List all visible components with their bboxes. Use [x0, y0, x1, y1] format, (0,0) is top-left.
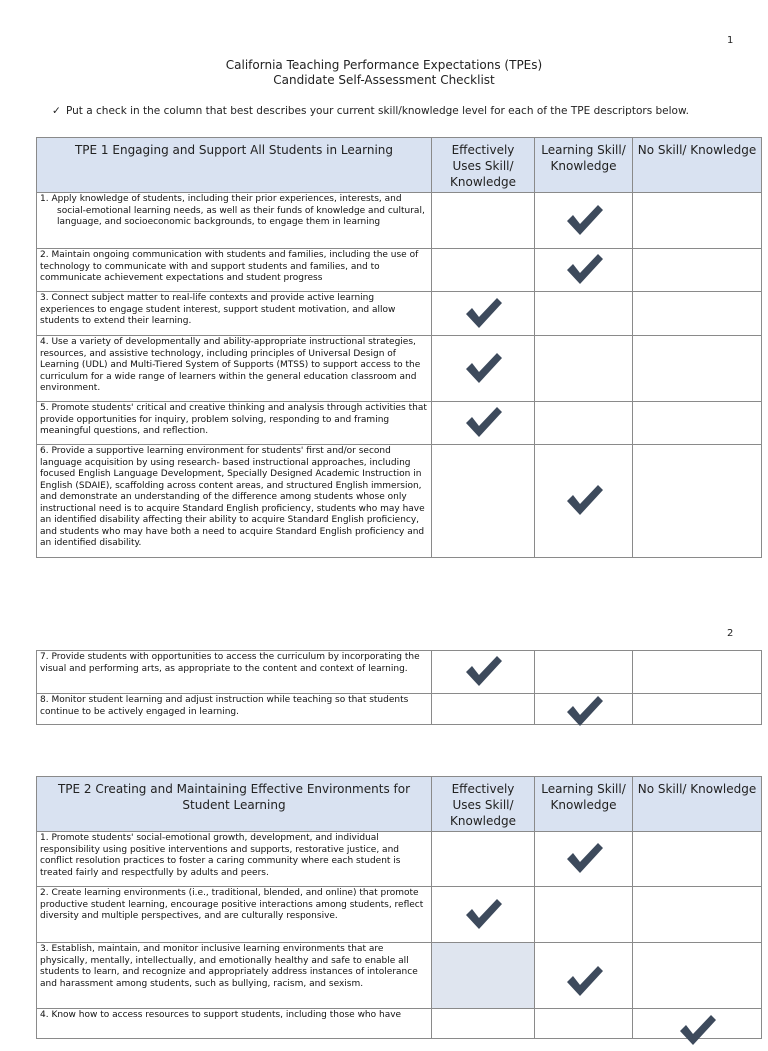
cell-learning[interactable]	[535, 943, 633, 1009]
cell-effective[interactable]	[432, 651, 535, 694]
cell-learning[interactable]	[535, 402, 633, 445]
cell-no-skill[interactable]	[633, 336, 762, 402]
cell-learning[interactable]	[535, 292, 633, 336]
document-title	[0, 58, 768, 88]
table-row	[37, 336, 762, 402]
table-row	[37, 694, 762, 725]
cell-learning[interactable]	[535, 445, 633, 558]
cell-no-skill[interactable]	[633, 292, 762, 336]
column-header-no-skill: No Skill/ Knowledge	[633, 777, 762, 832]
cell-no-skill[interactable]	[633, 832, 762, 887]
table-row	[37, 445, 762, 558]
descriptor-text: 2. Maintain ongoing communication with students and families, including the use of technology to communicate with and support students and families, and to communicate achievement expectations and student progress	[37, 249, 432, 292]
tpe2-table	[36, 776, 762, 1039]
cell-learning[interactable]	[535, 832, 633, 887]
descriptor-text: 2. Create learning environments (i.e., traditional, blended, and online) that promote productive student learning, encourage positive interactions among students, reflect diversity and multiple perspectives, and are culturally responsive.	[37, 887, 432, 943]
descriptor-text: 4. Know how to access resources to support students, including those who have	[37, 1009, 432, 1039]
check-icon	[677, 1011, 717, 1051]
cell-no-skill[interactable]	[633, 193, 762, 249]
cell-effective[interactable]	[432, 292, 535, 336]
cell-effective[interactable]	[432, 336, 535, 402]
descriptor-text: 3. Establish, maintain, and monitor inclusive learning environments that are physically, mentally, intellectually, and emotionally healthy and safe to enable all students to learn, and recognize and appropriately address instances of intolerance and harassment among students, such as bullying, racism, and sexism.	[37, 943, 432, 1009]
cell-effective[interactable]	[432, 402, 535, 445]
table-row	[37, 887, 762, 943]
cell-learning[interactable]	[535, 193, 633, 249]
title-line-2: Candidate Self-Assessment Checklist	[273, 73, 495, 87]
descriptor-text: 3. Connect subject matter to real-life contexts and provide active learning experiences to engage student interest, support student motivation, and allow students to extend their learning.	[37, 292, 432, 336]
check-icon	[564, 250, 604, 290]
title-line-1: California Teaching Performance Expectations (TPEs)	[225, 58, 543, 72]
column-header-effective: Effectively Uses Skill/ Knowledge	[432, 138, 535, 193]
cell-effective[interactable]	[432, 445, 535, 558]
table-row	[37, 832, 762, 887]
check-icon	[564, 481, 604, 521]
column-header-learning: Learning Skill/ Knowledge	[535, 138, 633, 193]
descriptor-text: 6. Provide a supportive learning environment for students' first and/or second language acquisition by using research- based instructional approaches, including focused English Language Development, Specially Designed Academic Instruction in English (SDAIE), scaffolding across content areas, and structured English immersion, and demonstrate an understanding of the difference among students whose only instructional need is to acquire Standard English proficiency, students who may have an identified disability affecting their ability to acquire Standard English proficiency, and students who may have both a need to acquire Standard English proficiency and an identified disability.	[37, 445, 432, 558]
cell-learning[interactable]	[535, 887, 633, 943]
descriptor-text: 1. Apply knowledge of students, including their prior experiences, interests, and social-emotional learning needs, as well as their funds of knowledge and cultural, language, and socioeconomic backgrounds, to engage them in learning	[40, 194, 425, 227]
check-icon	[463, 349, 503, 389]
descriptor-text: 1. Promote students' social-emotional growth, development, and individual responsibility using positive interventions and supports, restorative justice, and conflict resolution practices to foster a caring community where each student is treated fairly and respectfully by adults and peers.	[37, 832, 432, 887]
cell-effective[interactable]	[432, 832, 535, 887]
table-row	[37, 402, 762, 445]
cell-no-skill[interactable]	[633, 943, 762, 1009]
cell-no-skill[interactable]	[633, 402, 762, 445]
descriptor-text: 4. Use a variety of developmentally and ability-appropriate instructional strategies, resources, and assistive technology, including principles of Universal Design of Learning (UDL) and Multi-Tiered System of Supports (MTSS) to support access to the curriculum for a wide range of learners within the general education classroom and environment.	[37, 336, 432, 402]
check-icon	[564, 692, 604, 732]
cell-effective[interactable]	[432, 694, 535, 725]
column-header-no-skill: No Skill/ Knowledge	[633, 138, 762, 193]
table-row	[37, 292, 762, 336]
table-row	[37, 943, 762, 1009]
tpe1-continued-table	[36, 650, 762, 725]
cell-no-skill[interactable]	[633, 249, 762, 292]
table-row	[37, 249, 762, 292]
cell-effective[interactable]	[432, 193, 535, 249]
descriptor-text: 8. Monitor student learning and adjust instruction while teaching so that students continue to be actively engaged in learning.	[37, 694, 432, 725]
cell-learning[interactable]	[535, 249, 633, 292]
check-icon	[564, 201, 604, 241]
cell-no-skill[interactable]	[633, 887, 762, 943]
cell-learning[interactable]	[535, 336, 633, 402]
check-icon	[463, 652, 503, 692]
cell-no-skill[interactable]	[633, 445, 762, 558]
check-icon	[564, 962, 604, 1002]
column-header-effective: Effectively Uses Skill/ Knowledge	[432, 777, 535, 832]
cell-effective[interactable]	[432, 887, 535, 943]
check-icon	[564, 839, 604, 879]
page-number: 2	[727, 628, 734, 639]
descriptor-text: 7. Provide students with opportunities to access the curriculum by incorporating the visual and performing arts, as appropriate to the content and context of learning.	[37, 651, 432, 694]
tpe2-heading: TPE 2 Creating and Maintaining Effective Environments for Student Learning	[37, 777, 432, 832]
cell-learning[interactable]	[535, 694, 633, 725]
table-row	[37, 193, 762, 249]
check-icon	[463, 403, 503, 443]
table-row	[37, 651, 762, 694]
check-icon	[463, 294, 503, 334]
tpe1-heading: TPE 1 Engaging and Support All Students in Learning	[37, 138, 432, 193]
instruction-text: Put a check in the column that best describes your current skill/knowledge level for each of the TPE descriptors below.	[66, 105, 689, 117]
cell-effective[interactable]	[432, 943, 535, 1009]
checkmark-icon: ✓	[52, 105, 61, 117]
instruction	[52, 105, 689, 117]
cell-no-skill[interactable]	[633, 651, 762, 694]
cell-effective[interactable]	[432, 249, 535, 292]
column-header-learning: Learning Skill/ Knowledge	[535, 777, 633, 832]
cell-no-skill[interactable]	[633, 694, 762, 725]
cell-learning[interactable]	[535, 651, 633, 694]
check-icon	[463, 895, 503, 935]
page-number: 1	[727, 35, 734, 46]
tpe1-table	[36, 137, 762, 558]
descriptor-text: 5. Promote students' critical and creative thinking and analysis through activities that provide opportunities for inquiry, problem solving, responding to and framing meaningful questions, and reflection.	[37, 402, 432, 445]
